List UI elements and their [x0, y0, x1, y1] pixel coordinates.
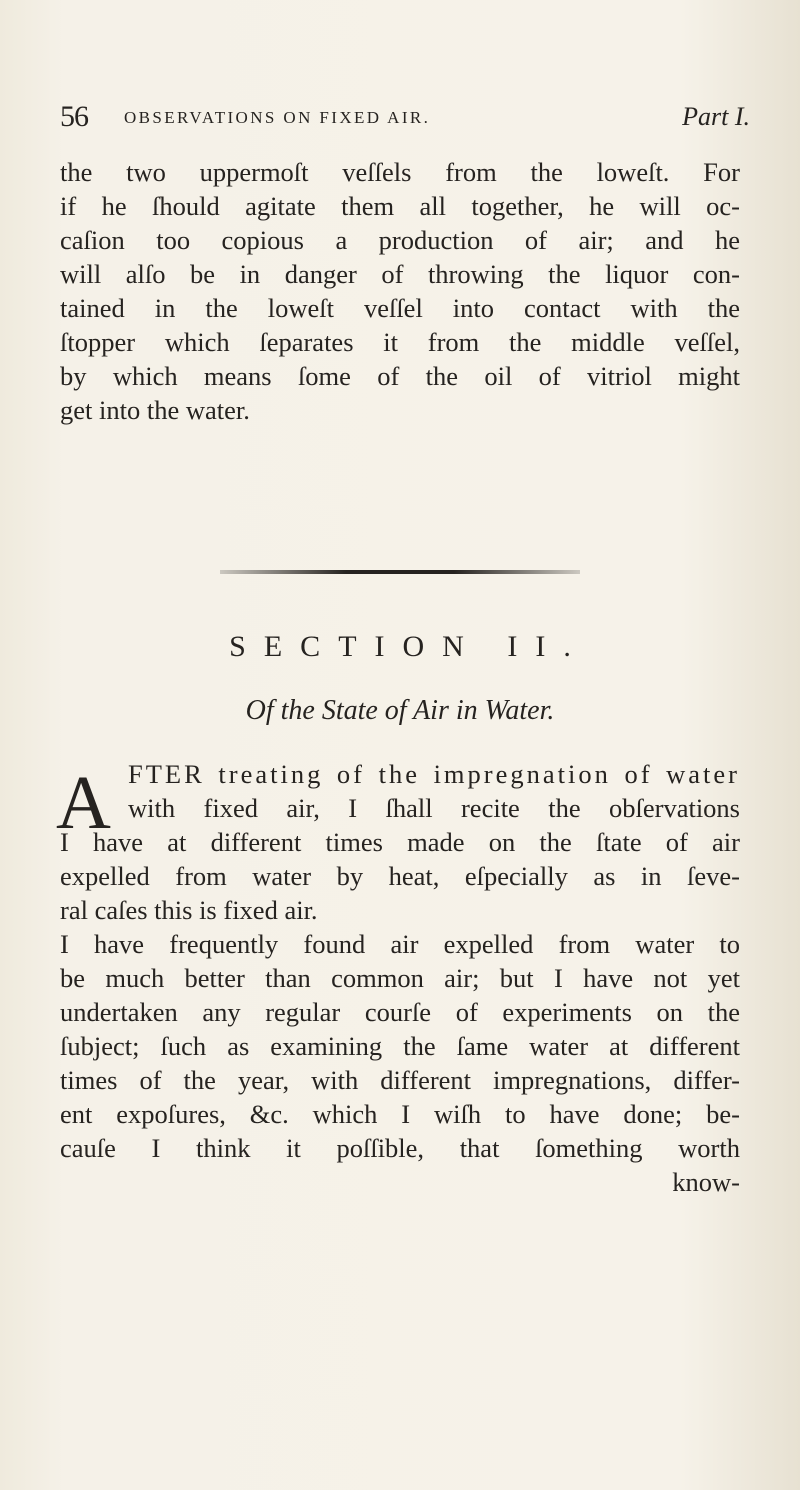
- text-line: FTER treating of the impregnation of water: [128, 759, 740, 789]
- text-line: tained in the loweſt veſſel into contact with the: [60, 293, 740, 323]
- section-subtitle: Of the State of Air in Water.: [245, 695, 555, 726]
- text-line: by which means ſome of the oil of vitriol might: [60, 361, 740, 391]
- page-header: [60, 100, 750, 140]
- text-line: ral caſes this is fixed air.: [60, 895, 318, 925]
- text-line: get into the water.: [60, 395, 250, 425]
- running-head: OBSERVATIONS ON FIXED AIR.: [124, 108, 431, 127]
- text-line: will alſo be in danger of throwing the liquor con-: [60, 259, 740, 289]
- text-line: I have at different times made on the ſtate of air: [60, 827, 740, 857]
- text-line: cauſe I think it poſſible, that ſomething worth: [60, 1133, 740, 1163]
- text-line: if he ſhould agitate them all together, he will oc-: [60, 191, 740, 221]
- section-divider-rule: [220, 570, 580, 574]
- part-label: Part I.: [682, 102, 750, 131]
- drop-cap: A: [56, 761, 111, 845]
- text-line: times of the year, with different impregnations, differ-: [60, 1065, 740, 1095]
- text-line: undertaken any regular courſe of experiments on the: [60, 997, 740, 1027]
- text-line: be much better than common air; but I have not yet: [60, 963, 740, 993]
- text-line: ſubject; ſuch as examining the ſame water at different: [60, 1031, 740, 1061]
- text-line: caſion too copious a production of air; and he: [60, 225, 740, 255]
- section-heading: SECTION II.: [229, 630, 589, 663]
- catchword: know-: [672, 1167, 740, 1197]
- text-line: ſtopper which ſeparates it from the middle veſſel,: [60, 327, 740, 357]
- page-number: 56: [60, 100, 88, 133]
- text-line: the two uppermoſt veſſels from the loweſt. For: [60, 157, 740, 187]
- text-line: I have frequently found air expelled from water to: [60, 929, 740, 959]
- text-line: ent expoſures, &c. which I wiſh to have done; be-: [60, 1099, 740, 1129]
- text-line: expelled from water by heat, eſpecially as in ſeve-: [60, 861, 740, 891]
- text-line: with fixed air, I ſhall recite the obſervations: [128, 793, 740, 823]
